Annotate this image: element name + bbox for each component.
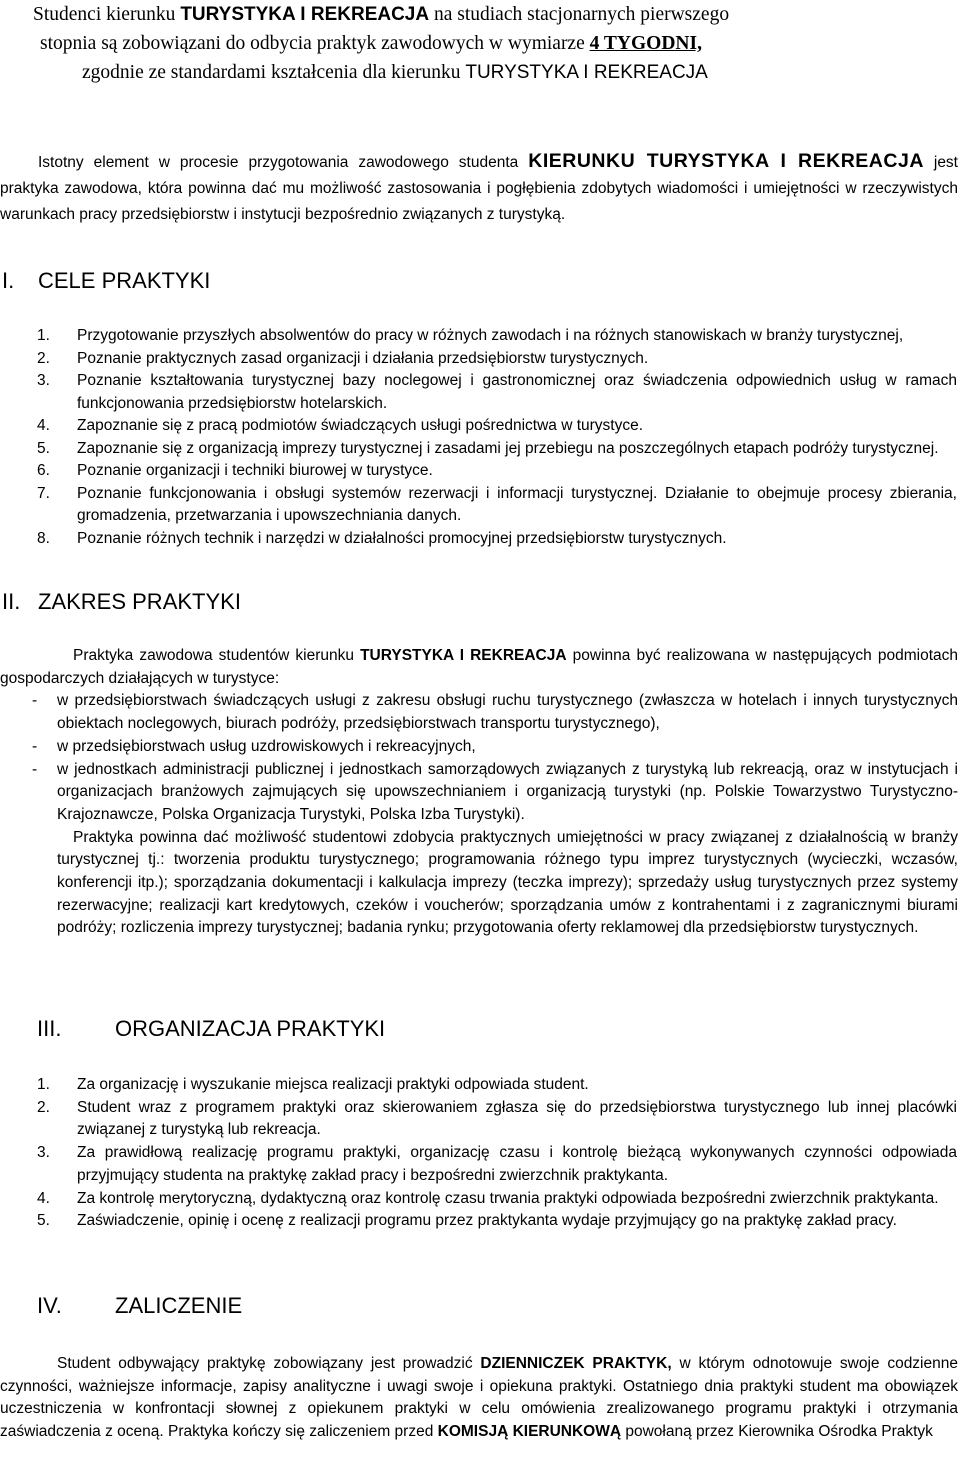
section-heading-organization [37, 1016, 385, 1042]
section-heading-scope [2, 589, 241, 615]
intro-description [0, 148, 958, 228]
section-heading-goals [2, 268, 210, 294]
dash-marker: - [32, 737, 38, 755]
goal-item [37, 460, 957, 483]
list-number: 1. [37, 1076, 50, 1093]
goal-item [37, 325, 957, 348]
goal-item [37, 348, 957, 371]
section-number: I. [2, 268, 15, 293]
scope-bullet-1 [0, 690, 958, 735]
scope-bullet-text: w jednostkach administracji publicznej i jednostkach samorządowych związanych z turystyką lub rekreacją, oraz w instytucjach i organizacjach branżowych zajmujących się upowszechnianiem i organizacją turystyki (np. Polskie Towarzystwo Turystyczno-Krajoznawcze, Polska Organizacja Turystyki, Polska Izba Turystyki). [57, 760, 958, 823]
list-item-text: Poznanie różnych technik i narzędzi w działalności promocyjnej przedsiębiorstw turystycznych. [77, 529, 727, 547]
list-number: 2. [37, 1098, 50, 1116]
list-item-text: Zapoznanie się z organizacją imprezy turystycznej i zasadami jej przebiegu na poszczególnych etapach podróży turystycznej. [77, 439, 939, 457]
dash-marker: - [32, 692, 38, 710]
scope-bullet-3 [0, 759, 958, 827]
credit-text: w którym odnotowuje swoje codzienne czynności, ważniejsze informacje, zapisy analityczne i uwagi swoje i opiekuna praktyki. Ostatniego dnia praktyki student ma obowiązek uczestniczenia w konfrontacji słownej z opiekunem praktyki w celu omówienia zrealizowanego programu praktyki i otrzymania zaświadczenia z oceną. Praktyka kończy się zaliczeniem przed [0, 1355, 958, 1440]
scope-bullet-text: w przedsiębiorstwach świadczących usługi z zakresu obsługi ruchu turystycznego (zwłaszcza w hotelach i innych turystycznych obiektach noclegowych, biurach podróży, przedsiębiorstwach transportu turystycznego), [57, 692, 958, 733]
intro-text: Studenci kierunku [33, 4, 181, 25]
credit-text: Student odbywający praktykę zobowiązany jest prowadzić [57, 1355, 481, 1372]
intro-line-1 [0, 0, 960, 29]
program-name-bold: KIERUNKU TURYSTYKA I REKREACJA [528, 150, 924, 172]
credit-paragraph [0, 1353, 958, 1443]
scope-closing-text: Praktyka powinna dać możliwość studentowi zdobycia praktycznych umiejętności w pracy związanej z działalnością w branży turystycznej tj.: tworzenia produktu turystycznego; programowania różnego typu imprez turystycznych (wycieczki, wczasów, konferencji itp.); sporządzania dokumentacji i kalkulacja imprezy (teczka imprezy); sprzedaży usług turystycznych przez systemy rezerwacyjne; realizacji kart kredytowych, czeków i voucherów; sporządzania umów z kontrahentami i z zagranicznymi biurami podróży; rozliczenia imprezy turystycznej; badania rynku; przygotowania oferty reklamowej dla przedsiębiorstw turystycznych. [57, 828, 958, 937]
list-number: 4. [37, 417, 50, 434]
description-text: jest praktyka zawodowa, która powinna dać mu możliwość zastosowania i pogłębienia zdobytych wiadomości i umiejętności w rzeczywistych warunkach pracy przedsiębiorstw i instytucji bezpośrednio związanych z turystyką. [0, 154, 958, 223]
section-number: III. [37, 1016, 62, 1041]
intro-text: zgodnie ze standardami kształcenia dla kierunku [82, 62, 466, 83]
list-number: 8. [37, 529, 50, 547]
credit-body [0, 1353, 958, 1443]
list-number: 5. [37, 1212, 50, 1230]
list-number: 3. [37, 1144, 50, 1162]
scope-intro [0, 645, 958, 690]
intro-text: na studiach stacjonarnych pierwszego [429, 4, 730, 25]
dash-marker: - [32, 760, 38, 778]
list-number: 1. [37, 327, 50, 344]
list-number: 3. [37, 372, 50, 389]
list-item-text: Przygotowanie przyszłych absolwentów do pracy w różnych zawodach i na różnych stanowiskach w branży turystycznej, [77, 327, 904, 344]
section-number: II. [2, 589, 21, 614]
organization-item [37, 1074, 957, 1097]
section-title: ZALICZENIE [115, 1293, 243, 1318]
scope-body [0, 645, 958, 940]
list-number: 5. [37, 439, 50, 457]
credit-text: powołaną przez Kierownika Ośrodka Praktyk [621, 1422, 933, 1440]
list-item-text: Za kontrolę merytoryczną, dydaktyczną oraz kontrolę czasu trwania praktyki odpowiada bezpośredni zwierzchnik praktykanta. [77, 1189, 939, 1207]
organization-item [37, 1188, 957, 1211]
list-item-text: Student wraz z programem praktyki oraz skierowaniem zgłasza się do przedsiębiorstwa turystycznego lub innej placówki związanej z turystyką lub rekreacja. [77, 1098, 957, 1139]
list-item-text: Zapoznanie się z pracą podmiotów świadczących usługi pośrednictwa w turystyce. [77, 417, 644, 434]
list-item-text: Poznanie funkcjonowania i obsługi systemów rezerwacji i informacji turystycznej. Działanie to obejmuje procesy zbierania, gromadzenia, przetwarzania i upowszechniania danych. [77, 484, 957, 524]
scope-bullet-text: w przedsiębiorstwach usług uzdrowiskowych i rekreacyjnych, [57, 737, 476, 755]
program-name-bold: TURYSTYKA I REKREACJA [360, 647, 567, 664]
section-title: ZAKRES PRAKTYKI [38, 589, 241, 614]
goal-item [37, 528, 957, 551]
organization-item [37, 1142, 957, 1187]
list-item-text: Za prawidłową realizację programu praktyki, organizację czasu i kontrolę bieżącą wykonywanych czynności odpowiada przyjmujący studenta na praktykę zakład pracy i bezpośredni zwierzchnik praktykanta. [77, 1144, 957, 1184]
goals-list [37, 325, 957, 550]
list-item-text: Poznanie praktycznych zasad organizacji i działania przedsiębiorstw turystycznych. [77, 349, 649, 367]
duration-emphasis: 4 TYGODNI, [589, 33, 702, 54]
list-number: 4. [37, 1189, 50, 1207]
scope-intro-text: Praktyka zawodowa studentów kierunku [73, 647, 361, 664]
scope-bullet-2 [0, 736, 958, 759]
list-item-text: Zaświadczenie, opinię i ocenę z realizacji programu przez praktykanta wydaje przyjmujący go na praktykę zakład pracy. [77, 1212, 897, 1230]
scope-intro-text: powinna być realizowana w następujących podmiotach gospodarczych działających w turystyce: [0, 647, 958, 687]
description-text: Istotny element w procesie przygotowania zawodowego studenta [38, 154, 529, 171]
intro-line-3 [0, 58, 960, 87]
program-name: TURYSTYKA I REKREACJA [465, 62, 708, 83]
goal-item [37, 370, 957, 415]
intro-text: stopnia są zobowiązani do odbycia praktyk zawodowych w wymiarze [40, 33, 590, 54]
list-item-text: Za organizację i wyszukanie miejsca realizacji praktyki odpowiada student. [77, 1076, 589, 1093]
goal-item [37, 438, 957, 461]
list-item-text: Poznanie organizacji i techniki biurowej w turystyce. [77, 462, 433, 479]
organization-list [37, 1074, 957, 1233]
section-number: IV. [37, 1293, 62, 1318]
scope-closing [0, 827, 958, 941]
goal-item [37, 415, 957, 438]
intro-paragraph [0, 0, 960, 87]
committee-name: KOMISJĄ KIERUNKOWĄ [437, 1422, 622, 1440]
list-number: 2. [37, 349, 50, 367]
section-title: CELE PRAKTYKI [38, 268, 211, 293]
intro-line-2 [0, 29, 960, 58]
organization-item [37, 1210, 957, 1233]
section-title: ORGANIZACJA PRAKTYKI [115, 1016, 386, 1041]
journal-name: DZIENNICZEK PRAKTYK, [480, 1355, 672, 1372]
program-name: TURYSTYKA I REKREACJA [180, 4, 430, 25]
organization-item [37, 1097, 957, 1142]
list-number: 7. [37, 484, 50, 502]
list-number: 6. [37, 462, 50, 479]
list-item-text: Poznanie kształtowania turystycznej bazy noclegowej i gastronomicznej oraz świadczenia odpowiednich usług w ramach funkcjonowania przedsiębiorstw hotelarskich. [77, 372, 957, 412]
section-heading-credit [37, 1293, 242, 1319]
goal-item [37, 483, 957, 528]
